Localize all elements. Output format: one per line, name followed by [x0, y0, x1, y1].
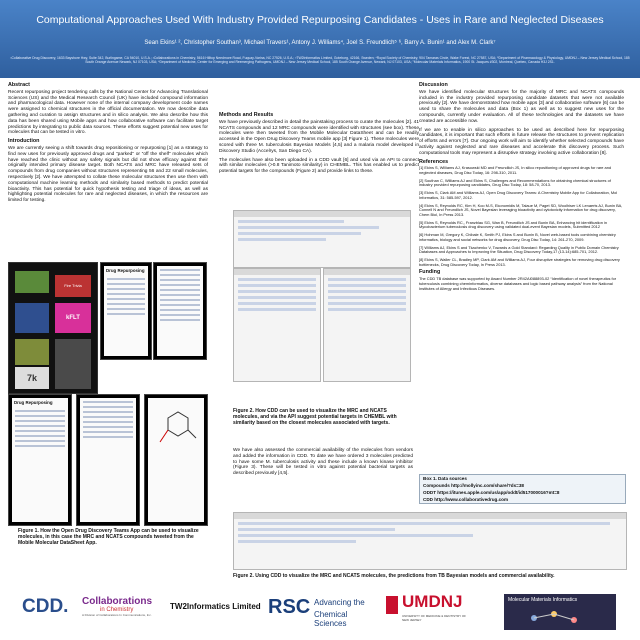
drug-repurposing-label-2: Drug Repurposing: [14, 400, 53, 405]
sponsor-logos: [0, 588, 640, 640]
cdd-logo: CDD.: [22, 596, 69, 617]
reference-6: [6] Hohman M, Gregory K, Chibale K, Smith PJ, Ekins S and Bunin B, Novel web-based tools combining chemistry informatics, biology and social networks for drug discovery, Drug Disc Today, 14: 261-270, 2009.: [419, 232, 616, 242]
methods-paragraph-3: We have also assessed the commercial availability of the molecules from vendors and added the information in CDD. To date we have ordered 3 molecules predicted to have some M. tuberculosis activity and these include a known kinase inhibitor (Figure 3). These will be tested in vitro against potential bacterial targets as described previously [4,5].: [233, 448, 413, 477]
methods-heading: Methods and Results: [219, 112, 274, 118]
figure1-phone-tweets: [153, 262, 207, 360]
compounds-link[interactable]: Compounds http://mollyinc.com/share/?ds=38: [423, 483, 524, 488]
rsc-logo: [268, 594, 378, 628]
umdnj-logo: [386, 592, 478, 632]
references-heading: References: [419, 158, 449, 165]
figure2-caption: Figure 2. How CDD can be used to visualize the MRC and NCATS molecules, and via the API suggest potential targets in CHEMBL with similarity based on the closest molecules associated with targets.: [233, 408, 397, 426]
figure1-caption: Figure 1. How the Open Drug Discovery Teams App can be used to visualize molecules, in this case the MRC and NCATS compounds tweeted from the Mobile Molecular DataSheet App.: [18, 528, 199, 546]
figure2-cdd-screenshot-2: [233, 268, 321, 382]
umdnj-subtitle: UNIVERSITY OF MEDICINE & DENTISTRY OF NEW JERSEY: [402, 614, 467, 622]
reference-3: [3] Ekins S, Clark AM and Williams AJ, Open Drug Discovery Teams: A Chemistry Mobile App for Collaboration, Mol Informatics, 31: 585-597, 2012.: [419, 190, 618, 200]
umdnj-shield-icon: [386, 596, 398, 614]
kflt-tile: kFLT: [55, 303, 91, 333]
figure1-phone-list-2: [76, 394, 140, 526]
molecular-materials-informatics-logo: [504, 594, 616, 630]
figure3-cdd-table-screenshot: [233, 512, 627, 570]
figure1-app-grid: [8, 262, 98, 394]
cdd-link[interactable]: CDD http://www.collaborativedrug.com: [423, 497, 509, 502]
mmi-title: Molecular Materials Informatics: [508, 597, 578, 603]
collaborations-small: A Division of Collaborations In Communications, Inc.: [82, 613, 152, 617]
collaborations-line1: Collaborations: [82, 596, 153, 607]
box-title: Box 1. Data sources: [423, 476, 467, 481]
fire-trivia-tile: Fire Trivia: [55, 275, 91, 297]
tw2informatics-logo: TW2Informatics Limited: [170, 602, 261, 611]
column-middle: [219, 110, 419, 178]
funding-heading: Funding: [419, 269, 441, 276]
title-banner: [0, 0, 640, 78]
author-list: Sean Ekins¹ ², Christopher Southan³, Michael Travers¹, Antony J. Williams⁴, Joel S. Freundlich⁵ ⁶, Barry A. Bunin¹ and Alex M. Clark⁷: [144, 40, 496, 46]
oddt-link[interactable]: ODDT https://itunes.apple.com/us/app/oddt/id517000016?mt=8: [423, 490, 560, 495]
figure1-phone-drug-repurposing-2: [8, 394, 72, 526]
figure1-phone-molecule: [144, 394, 208, 526]
abstract-heading: Abstract: [8, 82, 30, 88]
reference-1: [1] Ekins S, Williams AJ, Krasowski MD and Freundlich JS, In silico repositioning of approved drugs for rare and neglected diseases, Drug Disc Today, 16: 298-310, 2011.: [419, 165, 612, 176]
figure1-phone-drug-repurposing: [100, 262, 152, 360]
reference-4: [4] Ekins S, Reynolds RC, Kim H, Koo M-S, Ekonomidis M, Talaue M, Paget SD, Woolhiser LK Lenaerts AJ, Bunin BA, Connell N and Freundlich JS, Novel Bayesian leveraging bioactivity and cytotoxicity information for drug discovery, Chem Biol, In Press 2013.: [419, 202, 623, 217]
methods-text-2: The molecules have also been uploaded in a CDD vault [6] and used via an API to connect with similar molecules (>0.8 Tanimoto similarity) in CHEMBL. This has enabled us to predict potential targets for the compounds (Figure 2) and provide links to these.: [219, 157, 419, 175]
funding-text: The CDD TB database was supported by Award Number 2R42AI088893-02 “Identification of novel therapeutics for tuberculosis combining cheminformatics, diverse databases and logic based pathway analysis” from the National Institutes of Allergy and Infectious Diseases.: [419, 276, 617, 291]
mmi-molecule-icon: [504, 594, 616, 630]
poster-title: Computational Approaches Used With Industry Provided Repurposing Candidates - Uses in Rare and Neglected Diseases: [36, 14, 604, 26]
figure2-cdd-screenshot-1: [233, 210, 411, 268]
figure3-caption: Figure 2. Using CDD to visualize the MRC and NCATS molecules, the predictions from TB Bayesian models and commercial availability.: [233, 573, 555, 579]
discussion-text-2: If we are to enable in silico approaches to be used as described here for repurposing candidates, it is important that such efforts in future release the structures to prevent replication of efforts and errors [7]. Our ongoing work will aim to identify whether selected compounds have activity against neglected and rare diseases and accelerate this discovery process. Such computational tools may represent a disruptive strategy involving active collaboration [8].: [419, 127, 624, 156]
rsc-mark: RSC: [268, 596, 311, 618]
reference-5: [5] Ekins S, Reynolds RC,, Franzblau SG, Wan B, Freundlich JS and Bunin BA, Enhancing hit identification in Mycobacterium tuberculosis drug discovery using validated dual-event Bayesian models, Submitted 2012: [419, 219, 607, 230]
sevenk-tile: 7k: [15, 367, 49, 389]
collaborations-in-chemistry-logo: [82, 596, 158, 630]
column-right: [419, 80, 624, 294]
reference-2: [2] Southan C, Williams AJ and Ekins S, Challenges and Recommendations for obtaining chemical structures of industry provided repurposing candidates, Drug Disc Today, 18: 58-70, 2013.: [419, 177, 611, 188]
methods-text-1: We have previously described in detail the painstaking process to curate the molecules [2]. 41 NCATS compounds and 12 MRC compounds were identified with structures (see box). These molecules were then tweeted from the Mobile Molecular DataSheet and can be readily accessed in the Open Drug Discovery Teams mobile app [3] Figure 1). These molecules were scored with three M. tuberculosis Bayesian Models [4,5] and a malaria model developed in Discovery Studio (Accelrys, San Diego CA).: [219, 119, 419, 154]
reference-8: [8] Ekins S, Waller CL, Bradley MP, Clark AM and Williams AJ, Four disruptive strategies for removing drug discovery bottlenecks, Drug Discovery Today, In Press 2013.: [419, 256, 620, 267]
affiliations: ¹Collaborative Drug Discovery, 1633 Bayshore Hwy, Suite 342, Burlingame, CA 94010, U.S.A.; ²Collaborations in Chemistry, 5616 Hilltop Needmore Road, Fuquay-Varina, NC 27526, U.S.A.; ³TW2Informatics Limited, Goteborg, 42166, Sweden; ⁴Royal Society of Chemistry, 904 Tamaras Circle, Wake Forest, NC 27587, USA; ⁵Department of Pharmacology & Physiology, UMDNJ – New Jersey Medical School, 185 South Orange Avenue Newark, NJ 07103, USA; ⁶Department of Medicine, Center for Emerging and Reemerging Pathogens, UMDNJ – New Jersey Medical School, 185 South Orange Avenue, Newark, NJ 07103, USA; ⁷Molecular Materials Informatics, 1900 St. Jacques #302, Montreal, Quebec, Canada H3J 2S1.: [10, 56, 630, 65]
rsc-line2: Chemical Sciences: [314, 610, 348, 628]
umdnj-wordmark: UMDNJ: [402, 592, 463, 611]
molecule-structure-icon: [148, 398, 204, 468]
figure2-cdd-screenshot-3: [323, 268, 411, 382]
introduction-text: We are currently seeing a shift towards drug repositioning or repurposing [1] as a strategy to find new uses for previously approved drugs and “parked” or “off the shelf” molecules which have reached the clinic without any safety signals but did not show efficacy against their originally intended primary disease target. Both NCATS and MRC have released sets of compounds from drug companies without structures representing 56 and 22 small molecules, respectively [2]. We have attempted to collate these molecular structures then use them with computational machine learning methods and similarity based methods to predict potential bioactivity. This has potential for quick hypothesis testing and triage of ideas, as well as highlighting potential molecules for rare and neglected diseases, in which the resources are limited for testing.: [8, 145, 208, 204]
discussion-heading: Discussion: [419, 82, 448, 88]
rsc-line1: Advancing the: [314, 598, 365, 607]
introduction-heading: Introduction: [8, 138, 40, 145]
discussion-text-1: We have identified molecular structures for the majority of MRC and NCATS compounds included in the industry provided repurposing candidate datasets that were not available previously [2]. We have demonstrated how mobile apps [3] and collaborative software [6] can be used to share the molecules and data (Box 1) as well as to suggest new uses for the compounds, currently under evaluation. All of these technologies and the datasets we have created are accessible now.: [419, 89, 624, 124]
drug-repurposing-label: Drug Repurposing: [106, 268, 145, 273]
collaborations-line2: in Chemistry: [100, 607, 134, 613]
methods-text-3: [233, 448, 413, 480]
reference-7: [7] Williams AJ, Ekins S and Tkachenko V, Towards a Gold Standard: Regarding Quality in Public Domain Chemistry Databases and Approaches to Improving the Situation, Drug Discovery Today,17 (13-14):685-701, 2012.: [419, 244, 619, 255]
column-left: [8, 80, 208, 207]
data-sources-box: [419, 474, 626, 504]
abstract-text: Recent repurposing project tendering calls by the National Center for Advancing Translational Sciences (US) and the Medical Research Council (UK) have included compound information and pharmacological data. However none of the internal company development code names were assigned to chemical structures in the official documentation. We now describe data gathering and curation to assign structures and in silico analysis. We also describe how this data has been shared using Mobile apps and how collaborative software can facilitate target predictions by integrating to public data sources. These efforts suggest potential new uses for molecules that can be tested in vitro.: [8, 89, 208, 136]
